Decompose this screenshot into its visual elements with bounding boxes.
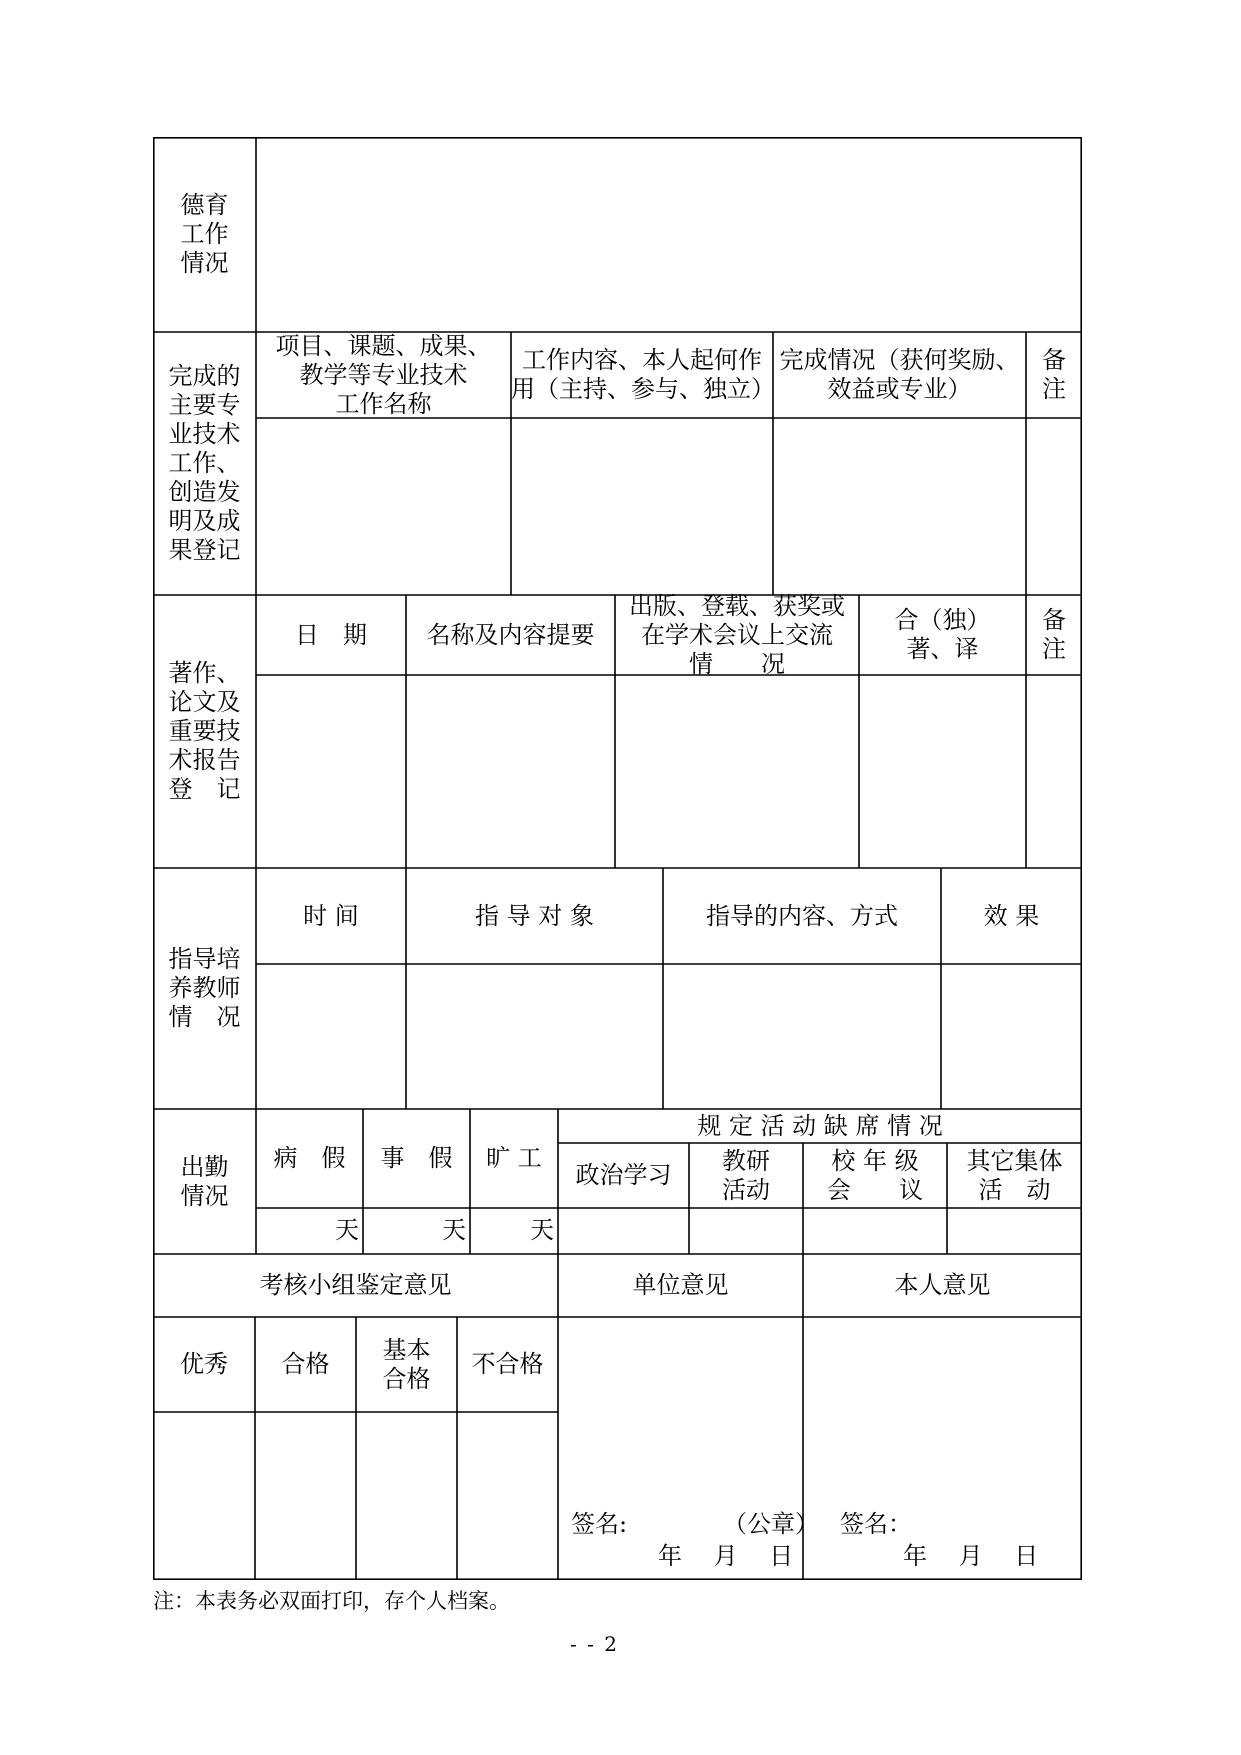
mentor-effect-field[interactable] (941, 964, 1082, 1109)
mentor-time-field[interactable] (256, 964, 406, 1109)
grade-unqualified: 不合格 (471, 1350, 544, 1378)
self-opinion-title: 本人意见 (894, 1271, 991, 1299)
activity-absence-title: 规 定 活 动 缺 席 情 况 (697, 1111, 943, 1140)
moral-work-label: 德育 工作 情况 (180, 191, 229, 277)
review-group-title: 考核小组鉴定意见 (259, 1271, 452, 1299)
grade-excellent: 优秀 (180, 1350, 228, 1378)
papers-header-date: 日 期 (295, 620, 367, 649)
grade-basically-qualified: 基本 合格 (382, 1335, 431, 1393)
work-header-role: 工作内容、本人起何作 用（主持、参与、独立） (511, 346, 775, 403)
official-seal-label: （公章） (723, 1510, 819, 1538)
unit-date: 年 月 日 (658, 1542, 794, 1570)
work-header-remark: 备 注 (1042, 346, 1066, 403)
moral-work-field[interactable] (256, 137, 1082, 332)
mentor-header-target: 指 导 对 象 (475, 901, 594, 930)
papers-header-title: 名称及内容提要 (426, 620, 595, 649)
work-role-field[interactable] (511, 418, 773, 595)
work-header-name: 项目、课题、成果、 教学等专业技术 工作名称 (275, 331, 492, 418)
self-opinion-field[interactable] (803, 1317, 1082, 1497)
work-remark-field[interactable] (1026, 418, 1082, 595)
papers-date-field[interactable] (256, 675, 406, 868)
papers-header-authorship: 合（独） 著、译 (894, 606, 991, 663)
personal-leave-days-unit: 天 (442, 1216, 466, 1244)
mentor-header-effect: 效 果 (983, 901, 1040, 930)
papers-header-remark: 备 注 (1042, 606, 1066, 663)
grade-qualified-field[interactable] (255, 1412, 356, 1580)
sick-leave-days-unit: 天 (335, 1216, 359, 1244)
sick-leave-header: 病 假 (273, 1144, 346, 1172)
appraisal-form (153, 137, 1082, 1580)
mentor-header-time: 时 间 (303, 901, 359, 930)
page-number: - - 2 (570, 1632, 619, 1656)
self-date: 年 月 日 (903, 1542, 1039, 1570)
papers-section-label: 著作、 论文及 重要技 术报告 登 记 (168, 659, 241, 803)
grade-basically-qualified-field[interactable] (356, 1412, 457, 1580)
activity-other-collective: 其它集体 活 动 (966, 1146, 1063, 1204)
unit-sign-label: 签名: (571, 1510, 628, 1538)
work-header-result: 完成情况（获何奖励、 效益或专业） (779, 346, 1020, 403)
absence-header: 旷 工 (486, 1144, 542, 1172)
papers-title-field[interactable] (406, 675, 615, 868)
attendance-section-label: 出勤 情况 (180, 1152, 229, 1210)
mentor-header-content: 指导的内容、方式 (706, 901, 898, 930)
unit-opinion-title: 单位意见 (632, 1271, 729, 1299)
mentor-target-field[interactable] (406, 964, 663, 1109)
work-section-label: 完成的 主要专 业技术 工作、 创造发 明及成 果登记 (168, 362, 241, 564)
work-name-field[interactable] (256, 418, 511, 595)
footnote: 注：本表务必双面打印，存个人档案。 (153, 1589, 510, 1613)
personal-leave-header: 事 假 (380, 1144, 453, 1172)
absence-days-unit: 天 (530, 1216, 554, 1244)
papers-header-publication: 出版、登载、获奖或 在学术会议上交流 情 况 (629, 591, 845, 678)
mentor-section-label: 指导培 养教师 情 况 (168, 945, 241, 1031)
grade-qualified: 合格 (281, 1350, 330, 1378)
activity-political-study: 政治学习 (575, 1161, 672, 1189)
papers-publication-field[interactable] (615, 675, 859, 868)
activity-grade-meeting: 校 年 级 会 议 (827, 1146, 923, 1204)
work-result-field[interactable] (773, 418, 1026, 595)
self-sign-label: 签名： (840, 1510, 912, 1538)
mentor-content-field[interactable] (663, 964, 941, 1109)
grade-unqualified-field[interactable] (457, 1412, 558, 1580)
unit-opinion-field[interactable] (558, 1317, 803, 1497)
grade-excellent-field[interactable] (153, 1412, 255, 1580)
papers-remark-field[interactable] (1026, 675, 1082, 868)
papers-authorship-field[interactable] (859, 675, 1026, 868)
activity-teaching-research: 教研 活动 (722, 1146, 770, 1204)
